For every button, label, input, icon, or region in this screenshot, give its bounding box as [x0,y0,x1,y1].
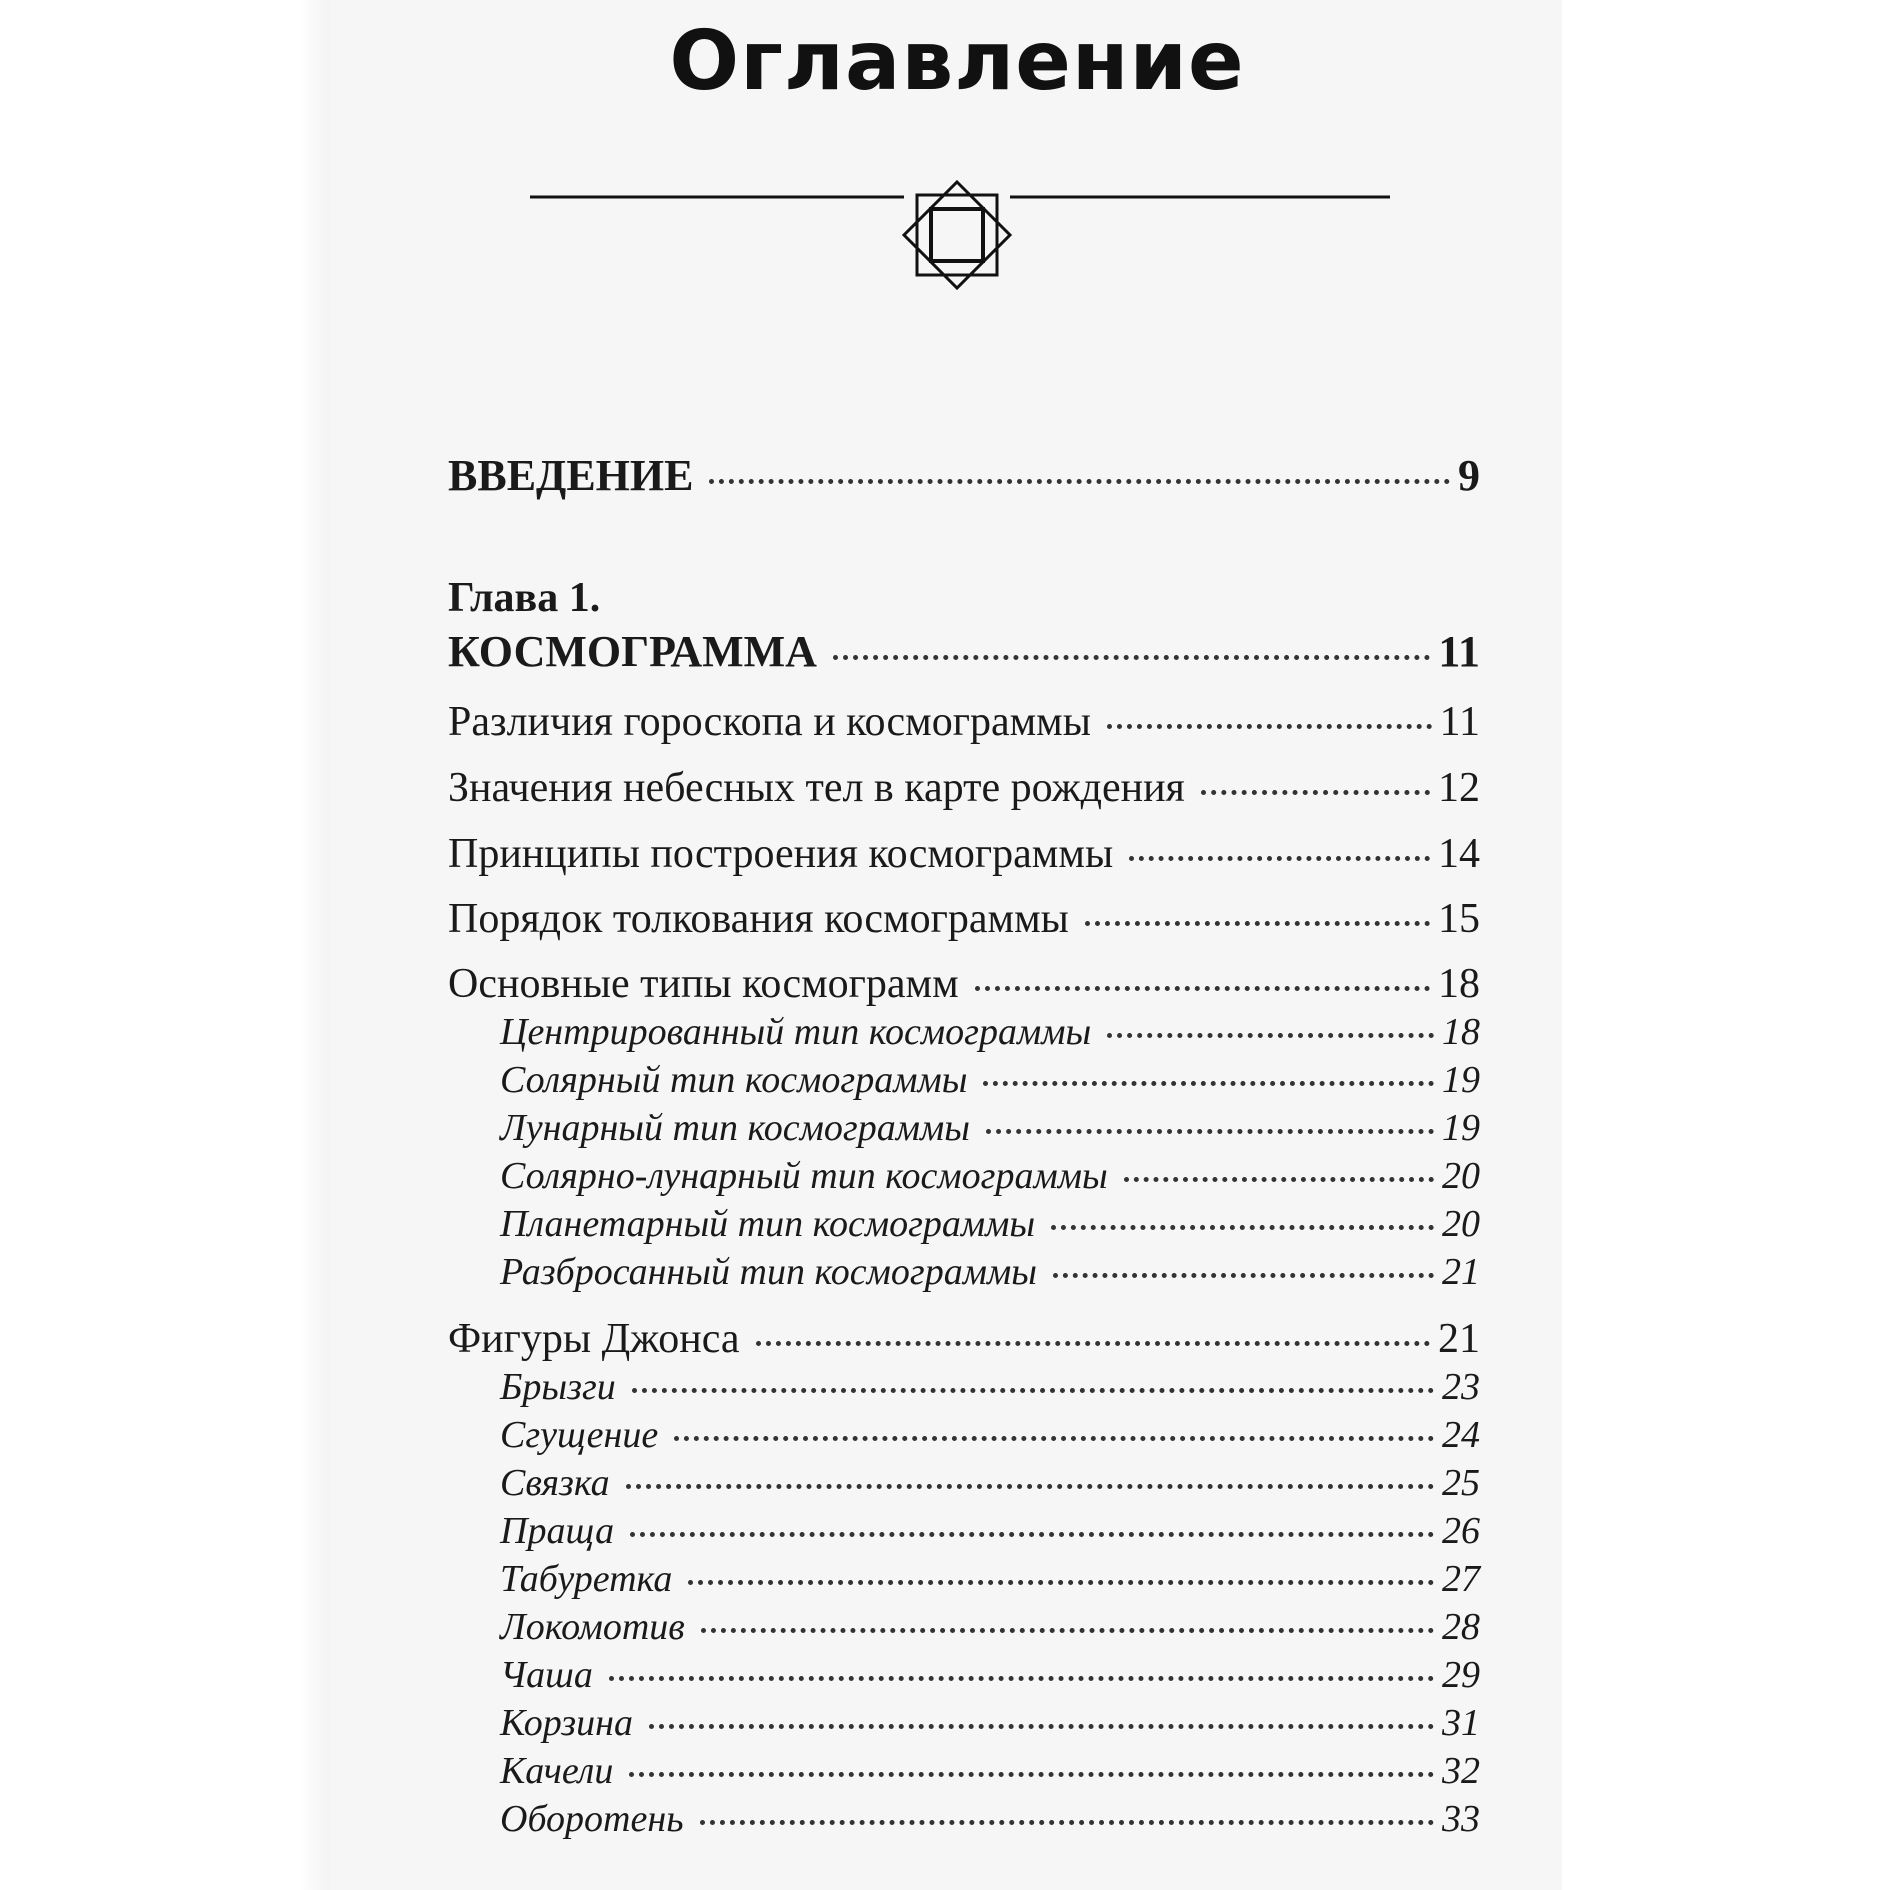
dot-leader [709,479,1450,484]
entry-label: Различия гороскопа и космограммы [448,699,1091,745]
dot-leader [983,1081,1434,1086]
entry-page: 24 [1442,1414,1480,1456]
dot-leader [1107,1033,1434,1038]
entry-label: Качели [500,1750,614,1792]
entry-label: Принципы построения космограммы [448,831,1114,877]
dot-leader [700,1820,1434,1825]
toc-subentry[interactable] [448,1010,1480,1054]
dot-leader [701,1628,1434,1633]
dot-leader [986,1129,1434,1134]
dot-leader [1129,856,1430,861]
dot-leader [609,1676,1434,1681]
entry-label: Центрированный тип космограммы [500,1011,1092,1053]
dot-leader [630,1532,1434,1537]
dot-leader [1201,790,1430,795]
dot-leader [1107,724,1432,729]
entry-page: 11 [1438,627,1480,676]
toc-entry[interactable] [448,764,1480,812]
toc-entry[interactable] [448,960,1480,1008]
entry-page: 20 [1442,1155,1480,1197]
toc-subentry[interactable] [448,1154,1480,1198]
entry-page: 31 [1442,1702,1480,1744]
entry-label: Основные типы космограмм [448,961,959,1007]
toc-entry[interactable] [448,895,1480,943]
entry-page: 11 [1439,699,1480,745]
dot-leader [756,1341,1431,1346]
toc-subentry[interactable] [448,1749,1480,1793]
toc-subentry[interactable] [448,1413,1480,1457]
background-left [0,0,330,1890]
entry-label: Фигуры Джонса [448,1316,740,1362]
entry-label: Планетарный тип космограммы [500,1203,1036,1245]
dot-leader [632,1388,1434,1393]
toc-subentry[interactable] [448,1202,1480,1246]
entry-label: КОСМОГРАММА [448,627,817,676]
dot-leader [1124,1177,1434,1182]
entry-page: 33 [1442,1798,1480,1840]
entry-label: Корзина [500,1702,633,1744]
toc-subentry[interactable] [448,1058,1480,1102]
page-title: Оглавление [669,14,1245,109]
entry-label: Лунарный тип космограммы [500,1107,970,1149]
entry-page: 14 [1438,831,1480,877]
toc-subentry[interactable] [448,1461,1480,1505]
dot-leader [649,1724,1434,1729]
entry-label: Оборотень [500,1798,684,1840]
entry-page: 18 [1442,1011,1480,1053]
entry-label: ВВЕДЕНИЕ [448,451,694,500]
dot-leader [688,1580,1434,1585]
table-of-contents [448,0,1480,1890]
toc-subentry[interactable] [448,1605,1480,1649]
entry-page: 28 [1442,1606,1480,1648]
entry-page: 21 [1442,1251,1480,1293]
toc-subentry[interactable] [448,1797,1480,1841]
toc-entry[interactable] [448,698,1480,746]
entry-page: 23 [1442,1366,1480,1408]
toc-entry-chapter1[interactable] [448,626,1480,677]
entry-page: 26 [1442,1510,1480,1552]
entry-page: 27 [1442,1558,1480,1600]
entry-page: 9 [1458,451,1480,500]
dot-leader [674,1436,1434,1441]
toc-entry-intro[interactable] [448,450,1480,501]
toc-subentry[interactable] [448,1509,1480,1553]
chapter-heading: Глава 1. [448,575,601,621]
entry-page: 15 [1438,896,1480,942]
dot-leader [833,655,1430,660]
entry-label: Праща [500,1510,615,1552]
toc-entry[interactable] [448,1315,1480,1363]
entry-label: Солярный тип космограммы [500,1059,968,1101]
entry-page: 32 [1442,1750,1480,1792]
entry-page: 12 [1438,765,1480,811]
dot-leader [629,1772,1434,1777]
entry-label: Значения небесных тел в карте рождения [448,765,1185,811]
entry-page: 20 [1442,1203,1480,1245]
dot-leader [1053,1273,1434,1278]
entry-label: Связка [500,1462,610,1504]
toc-subentry[interactable] [448,1653,1480,1697]
dot-leader [975,986,1430,991]
entry-page: 29 [1442,1654,1480,1696]
toc-subentry[interactable] [448,1250,1480,1294]
entry-label: Солярно-лунарный тип космограммы [500,1155,1108,1197]
entry-page: 19 [1442,1107,1480,1149]
entry-page: 18 [1438,961,1480,1007]
entry-page: 21 [1438,1316,1480,1362]
entry-label: Локомотив [500,1606,685,1648]
toc-subentry[interactable] [448,1557,1480,1601]
entry-label: Табуретка [500,1558,673,1600]
entry-label: Порядок толкования космограммы [448,896,1069,942]
dot-leader [1085,921,1430,926]
entry-label: Брызги [500,1366,616,1408]
toc-subentry[interactable] [448,1106,1480,1150]
toc-subentry[interactable] [448,1701,1480,1745]
background-right [1562,0,1890,1890]
entry-label: Разбросанный тип космограммы [500,1251,1037,1293]
entry-label: Сгущение [500,1414,659,1456]
dot-leader [1051,1225,1434,1230]
book-page [330,0,1562,1890]
dot-leader [626,1484,1434,1489]
entry-page: 19 [1442,1059,1480,1101]
toc-entry[interactable] [448,830,1480,878]
toc-subentry[interactable] [448,1365,1480,1409]
entry-page: 25 [1442,1462,1480,1504]
entry-label: Чаша [500,1654,593,1696]
